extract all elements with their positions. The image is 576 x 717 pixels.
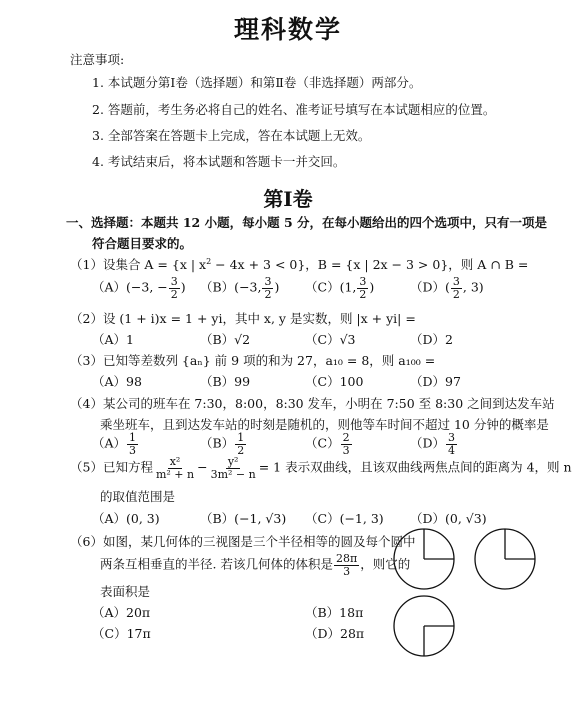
q4-fraction-a: $\frac{1}{3}$ (129, 431, 137, 457)
q3-stem: （3）已知等差数列 {aₙ} 前 9 项的和为 27，a₁₀ = 8，则 a₁₀₀ = (70, 353, 436, 368)
notice-item-3: 3. 全部答案在答题卡上完成，答在本试题上无效。 (92, 128, 371, 143)
q5-stem: （5）已知方程 $\frac{\text{x²}}{\text{m² + n}}$ − $\frac{\text{y²}}{\text{3m² − n}}$ = 1 表示双曲线，且该双曲线两焦点间的距离为 4，则 n (70, 455, 572, 481)
q2-stem: （2）设 (1 + i)x = 1 + yi，其中 x, y 是实数，则 |x + yi| = (70, 311, 416, 326)
q1-fraction: $\frac{3}{2}$ (359, 275, 367, 301)
q1-fraction: $\frac{3}{2}$ (264, 275, 272, 301)
q6-option-b: （B）18π (305, 605, 364, 620)
q3-option-a: （A）98 (92, 374, 142, 389)
part1-heading-line2: 符合题目要求的。 (92, 236, 193, 251)
q4-stem-line2: 乘坐班车，且到达发车站的时刻是随机的，则他等车时间不超过 10 分钟的概率是 (100, 417, 549, 432)
q1-option-d: （D）( $\frac{3}{2}$ , 3) (410, 275, 484, 301)
front-view-circle (394, 529, 454, 589)
q4-option-b: （B） $\frac{1}{2}$ (200, 431, 245, 457)
q6-stem-line2: 两条互相垂直的半径. 若该几何体的体积是 $\frac{28\pi}{3}$ ，则它的 (100, 552, 411, 578)
q4-stem-line1: （4）某公司的班车在 7:30，8:00，8:30 发车，小明在 7:50 至 8:30 之间到达发车站 (70, 396, 555, 411)
q3-option-c: （C）100 (305, 374, 364, 389)
notice-heading: 注意事项: (70, 52, 125, 67)
q4-option-c: （C） $\frac{2}{3}$ (305, 431, 350, 457)
q5-fraction-x: $\frac{\text{x²}}{\text{m² + n}}$ (155, 455, 195, 481)
q6-stem-line1: （6）如图，某几何体的三视图是三个半径相等的圆及每个圆中 (70, 534, 416, 549)
q5-option-c: （C）(−1, 3) (305, 511, 384, 526)
q4-fraction-c: $\frac{2}{3}$ (342, 431, 350, 457)
q1-option-c: （C）(1, $\frac{3}{2}$ ) (305, 275, 375, 301)
notice-item-4: 4. 考试结束后，将本试题和答题卡一并交回。 (92, 154, 346, 169)
three-view-figure (390, 525, 570, 665)
q3-option-d: （D）97 (410, 374, 461, 389)
q6-option-a: （A）20π (92, 605, 151, 620)
q4-fraction-b: $\frac{1}{2}$ (237, 431, 245, 457)
q6-option-d: （D）28π (305, 626, 365, 641)
q1-option-b: （B）(−3, $\frac{3}{2}$ ) (200, 275, 280, 301)
q3-option-b: （B）99 (200, 374, 251, 389)
q6-option-c: （C）17π (92, 626, 151, 641)
section-title: 第Ⅰ卷 (263, 187, 313, 211)
top-view-circle (394, 596, 454, 656)
q5-option-d: （D）(0, √3) (410, 511, 487, 526)
q6-fraction: $\frac{28\pi}{3}$ (335, 552, 358, 578)
q2-option-c: （C）√3 (305, 332, 356, 347)
q1-option-a: （A）(−3, − $\frac{3}{2}$ ) (92, 275, 186, 301)
q5-fraction-y: $\frac{\text{y²}}{\text{3m² − n}}$ (210, 455, 256, 481)
q5-stem-line2: 的取值范围是 (100, 489, 176, 504)
notice-item-1: 1. 本试题分第Ⅰ卷（选择题）和第Ⅱ卷（非选择题）两部分。 (92, 75, 422, 90)
q4-fraction-d: $\frac{3}{4}$ (448, 431, 456, 457)
part1-heading-line1: 一、选择题：本题共 12 小题，每小题 5 分，在每小题给出的四个选项中，只有一项是 (66, 215, 548, 230)
q1-fraction: $\frac{3}{2}$ (170, 275, 178, 301)
q2-option-b: （B）√2 (200, 332, 251, 347)
exam-title: 理科数学 (233, 15, 342, 44)
q5-option-b: （B）(−1, √3) (200, 511, 287, 526)
q1-fraction: $\frac{3}{2}$ (452, 275, 460, 301)
side-view-circle (475, 529, 535, 589)
q2-option-d: （D）2 (410, 332, 453, 347)
q5-option-a: （A）(0, 3) (92, 511, 160, 526)
q1-stem: （1）设集合 A = {x | $x^2 - 4x + 3 < 0$}，B = {x | 2x − 3 > 0}，则 A ∩ B = (70, 256, 529, 272)
q6-stem-line3: 表面积是 (100, 584, 151, 599)
q2-option-a: （A）1 (92, 332, 134, 347)
notice-item-2: 2. 答题前，考生务必将自己的姓名、准考证号填写在本试题相应的位置。 (92, 102, 496, 117)
q4-option-d: （D） $\frac{3}{4}$ (410, 431, 456, 457)
q4-option-a: （A） $\frac{1}{3}$ (92, 431, 137, 457)
